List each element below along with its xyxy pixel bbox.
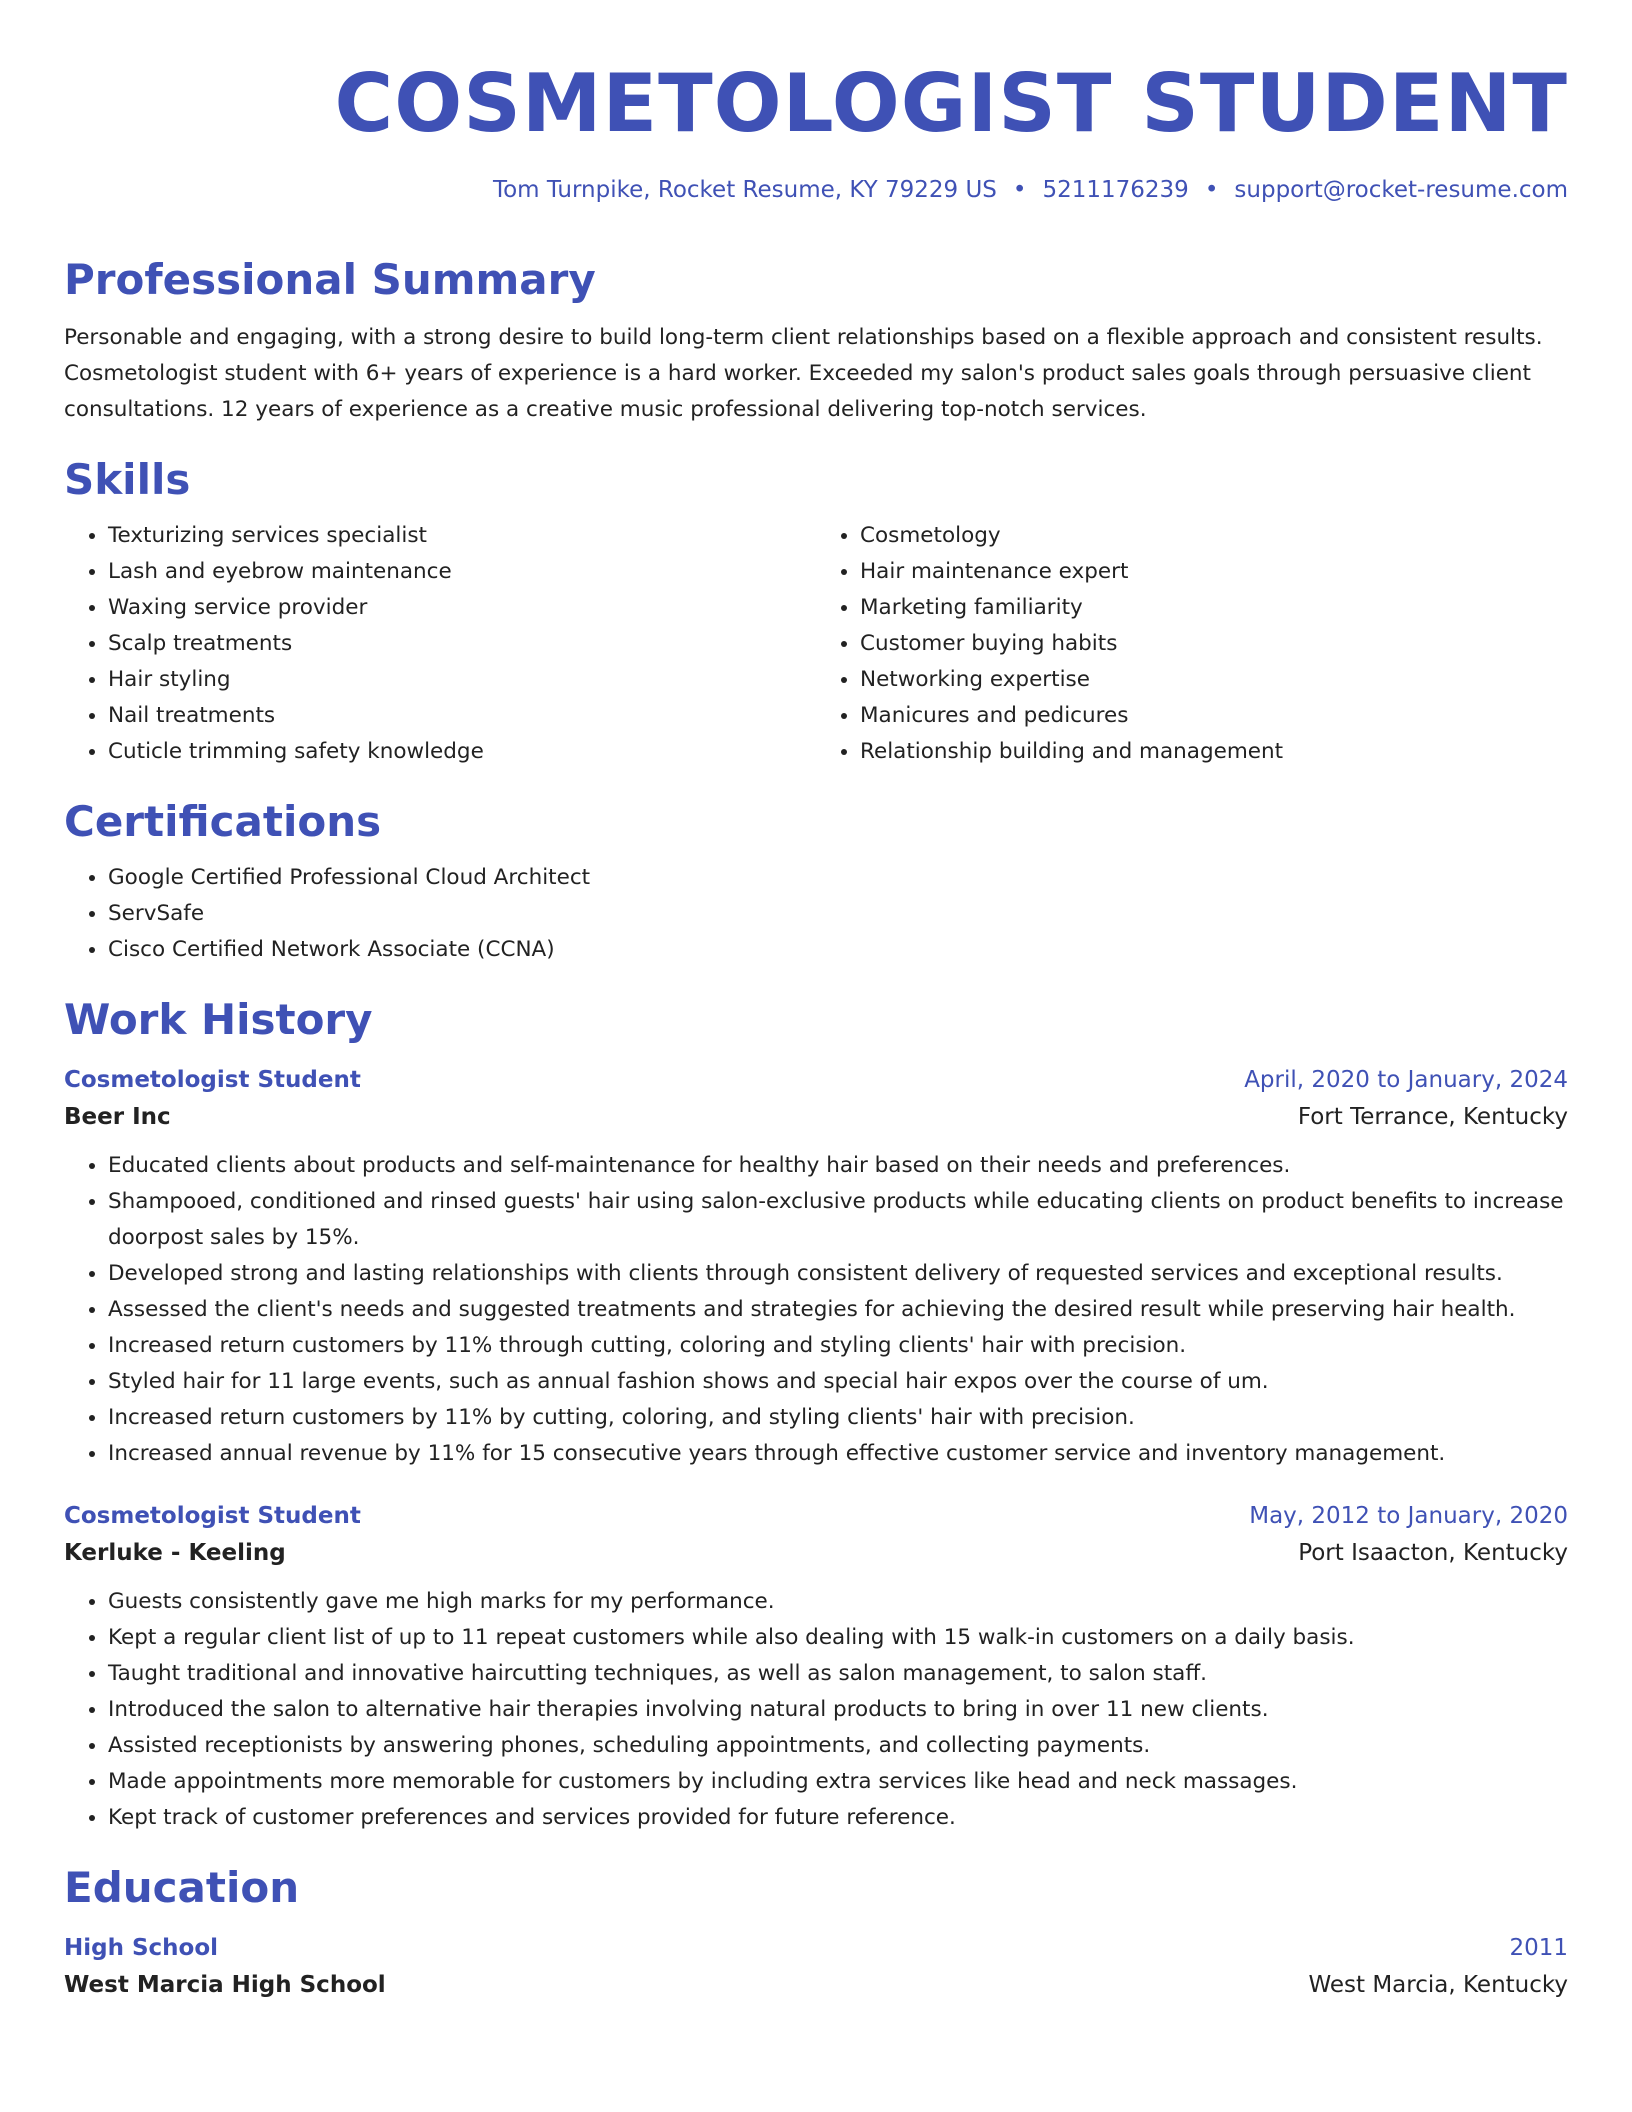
job-bullet: • Styled hair for 11 large events, such as annual fashion shows and special hair expos over the course of um. (108, 1364, 1568, 1400)
job-bullet: • Increased return customers by 11% through cutting, coloring and styling clients' hair with precision. (108, 1328, 1568, 1364)
job-title: Cosmetologist Student (64, 1503, 361, 1529)
certifications-heading: Certifications (64, 797, 382, 846)
certification-item: • Google Certified Professional Cloud Architect (108, 860, 1568, 896)
skill-item: • Networking expertise (860, 662, 1568, 698)
job-location: Port Isaacton, Kentucky (1298, 1540, 1568, 1566)
job-entry (64, 1498, 1568, 1836)
summary-heading: Professional Summary (64, 255, 596, 304)
education-school: West Marcia High School (64, 1972, 386, 1998)
job-bullet: • Made appointments more memorable for customers by including extra services like head and neck massages. (108, 1764, 1568, 1800)
job-bullets (64, 1584, 1568, 1836)
job-entry (64, 1062, 1568, 1472)
job-bullet: • Shampooed, conditioned and rinsed guests' hair using salon-exclusive products while educating clients on product benefits to increase doorpost sales by 15%. (108, 1184, 1568, 1256)
resume-title: COSMETOLOGIST STUDENT (334, 57, 1568, 150)
skills-list-left (64, 518, 816, 770)
summary-section (64, 254, 1568, 428)
certification-item: • ServSafe (108, 896, 1568, 932)
skills-section (64, 454, 1568, 770)
education-year: 2011 (1509, 1935, 1568, 1961)
skill-item: • Customer buying habits (860, 626, 1568, 662)
education-school-row (64, 1966, 1568, 2004)
job-dates: May, 2012 to January, 2020 (1249, 1503, 1568, 1529)
skills-heading: Skills (64, 455, 191, 504)
job-bullet: • Kept track of customer preferences and services provided for future reference. (108, 1800, 1568, 1836)
skill-item: • Manicures and pedicures (860, 698, 1568, 734)
job-bullet: • Assessed the client's needs and suggested treatments and strategies for achieving the desired result while preserving hair health. (108, 1292, 1568, 1328)
job-bullet: • Assisted receptionists by answering phones, scheduling appointments, and collecting payments. (108, 1728, 1568, 1764)
job-bullet: • Developed strong and lasting relationships with clients through consistent delivery of requested services and exceptional results. (108, 1256, 1568, 1292)
skill-item: • Waxing service provider (108, 590, 816, 626)
job-header-row (64, 1498, 1568, 1534)
contact-phone: 5211176239 (1042, 177, 1189, 203)
skills-list-right (816, 518, 1568, 770)
job-bullet: • Introduced the salon to alternative hair therapies involving natural products to bring in over 11 new clients. (108, 1692, 1568, 1728)
skill-item: • Nail treatments (108, 698, 816, 734)
education-section (64, 1862, 1568, 2004)
education-header-row (64, 1930, 1568, 1966)
skill-item: • Texturizing services specialist (108, 518, 816, 554)
skill-item: • Cosmetology (860, 518, 1568, 554)
skill-item: • Lash and eyebrow maintenance (108, 554, 816, 590)
skill-item: • Cuticle trimming safety knowledge (108, 734, 816, 770)
education-degree: High School (64, 1935, 219, 1961)
contact-email[interactable]: support@rocket-resume.com (1234, 177, 1568, 203)
job-company: Beer Inc (64, 1104, 171, 1130)
skill-item: • Relationship building and management (860, 734, 1568, 770)
skill-item: • Hair styling (108, 662, 816, 698)
contact-separator: • (1204, 177, 1219, 203)
job-bullets (64, 1148, 1568, 1472)
work-history-section (64, 994, 1568, 1836)
job-company-row (64, 1534, 1568, 1572)
job-bullet: • Educated clients about products and self-maintenance for healthy hair based on their needs and preferences. (108, 1148, 1568, 1184)
certifications-list (64, 860, 1568, 968)
skill-item: • Scalp treatments (108, 626, 816, 662)
job-bullet: • Increased return customers by 11% by cutting, coloring, and styling clients' hair with precision. (108, 1400, 1568, 1436)
summary-text: Personable and engaging, with a strong desire to build long-term client relationships based on a flexible approach and consistent results. Cosmetologist student with 6+ years of experience is a hard worker. Exceeded my salon's product sales goals through persuasive client consultations. 12 years of experience as a creative music professional delivering top-notch services. (64, 325, 1543, 422)
skills-columns (64, 518, 1568, 770)
education-entry (64, 1930, 1568, 2004)
contact-address: Tom Turnpike, Rocket Resume, KY 79229 US (492, 177, 997, 203)
job-title: Cosmetologist Student (64, 1067, 361, 1093)
education-heading: Education (64, 1863, 300, 1912)
work-history-heading: Work History (64, 995, 373, 1044)
job-header-row (64, 1062, 1568, 1098)
job-company: Kerluke - Keeling (64, 1540, 286, 1566)
skill-item: • Hair maintenance expert (860, 554, 1568, 590)
education-location: West Marcia, Kentucky (1308, 1972, 1568, 1998)
job-dates: April, 2020 to January, 2024 (1244, 1067, 1568, 1093)
skill-item: • Marketing familiarity (860, 590, 1568, 626)
contact-separator: • (1012, 177, 1027, 203)
job-bullet: • Kept a regular client list of up to 11 repeat customers while also dealing with 15 walk-in customers on a daily basis. (108, 1620, 1568, 1656)
job-bullet: • Increased annual revenue by 11% for 15 consecutive years through effective customer service and inventory management. (108, 1436, 1568, 1472)
certification-item: • Cisco Certified Network Associate (CCNA) (108, 932, 1568, 968)
job-company-row (64, 1098, 1568, 1136)
contact-line (64, 174, 1568, 206)
certifications-section (64, 796, 1568, 968)
job-bullet: • Guests consistently gave me high marks for my performance. (108, 1584, 1568, 1620)
job-bullet: • Taught traditional and innovative haircutting techniques, as well as salon management, to salon staff. (108, 1656, 1568, 1692)
job-location: Fort Terrance, Kentucky (1297, 1104, 1568, 1130)
